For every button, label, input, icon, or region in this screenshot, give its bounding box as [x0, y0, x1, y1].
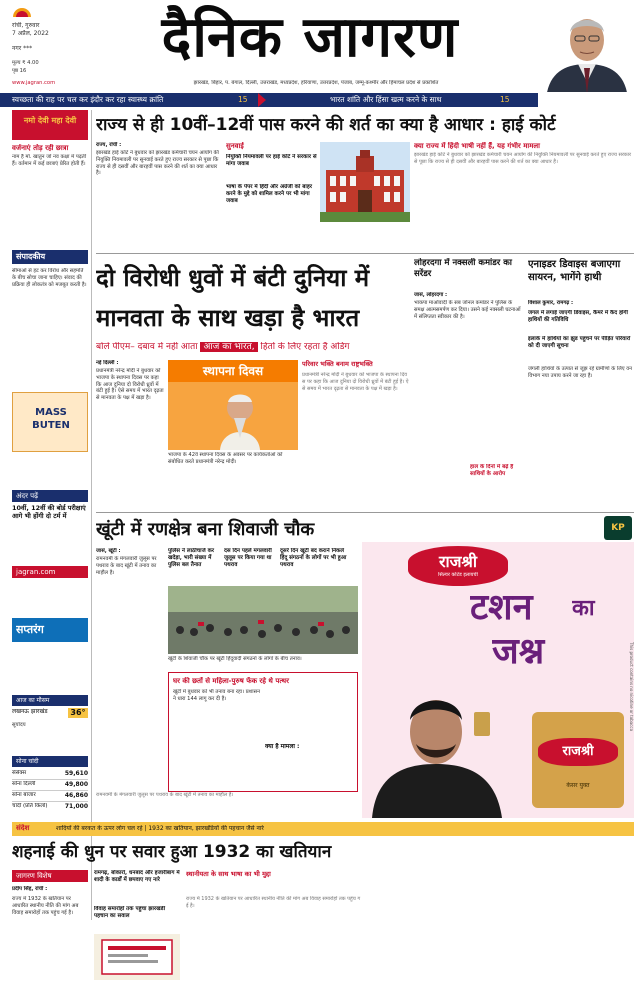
masthead [0, 0, 640, 92]
ticker-left-page: 15 [238, 95, 248, 104]
lead-photo-banner: स्थापना दिवस [202, 364, 264, 378]
bottom-byline: प्रदीप सिंह, रांची : [12, 886, 48, 892]
masthead-title: दैनिक जागरण [161, 5, 459, 70]
ad-model-figure [362, 672, 512, 818]
shivaji-photo [168, 586, 358, 654]
hc-sub-body-text: झारखंड हाई कोर्ट ने बुधवार को झारखंड कर्मचारी चयन आयोग की नियुक्ति नियमावली पर सुनवाई करते हुए राज्य सरकार से पूछा कि राज्य से ही दसवीं और बारहवीं पास करने की शर्त का क्या आधार है। [414, 152, 632, 165]
market-row [12, 802, 88, 813]
market-label: सेंसेक्स [12, 770, 27, 776]
ad-slogan-3: जश्न [492, 634, 545, 670]
promo-text: नमो देवी महा देवी [23, 116, 77, 125]
ad-brand-badge [408, 546, 508, 586]
hc-headline[interactable]: राज्य से ही 10वीं–12वीं पास करने की शर्त का क्या है आधार : हाई कोर्ट [96, 115, 556, 135]
hc-building-photo [320, 142, 410, 222]
rule-1 [96, 253, 634, 254]
left-rail [12, 110, 88, 930]
bottom-point: रामगढ़, बोकारो, धनबाद और हजारीबाग में शादी के कार्डों में छपवाए गए नारे [94, 870, 180, 883]
hc-dateline: राज्य, रांची : [96, 142, 122, 148]
masthead-pages: पृष्ठ 16 [12, 68, 27, 74]
hc-side-head: सुनवाई [226, 142, 244, 150]
andar-title[interactable]: 10वीं, 12वीं की बोर्ड परीक्षाएं आगे भी होंगी दो टर्म में [12, 504, 86, 521]
ticker-right-page: 15 [500, 95, 510, 104]
sniper-headline[interactable]: एनाइडर डिवाइस बजाएगा सायरन, भागेंगे हाथी [528, 259, 621, 283]
shivaji-box-3: दूसरे दिन खूंटी बंद कराने निकले हिंदू संगठनों के लोगों पर भी हुआ पथराव [280, 548, 347, 568]
shivaji-body: रामनवमी के मंगलवारी जुलूस पर पथराव के बाद खूंटी में तनाव का माहौल है। [96, 556, 157, 576]
hc-side-box [226, 142, 318, 250]
sandesh-bar [12, 822, 634, 836]
ticker-bar [0, 93, 538, 107]
saptrang-title: सप्तरंग [16, 623, 44, 636]
andar-head: अंदर पढ़ें [12, 490, 88, 502]
shivaji-box-2: दस दिन पहले मंगलवारी जुलूस पर किया गया था पथराव [224, 548, 272, 568]
sandesh-label: संदेश [16, 824, 30, 832]
market-head: सोना चांदी [12, 756, 88, 767]
shivaji-photo-caption: खूंटी के शिवाजी चौक पर खूंटी हिंदूवादी संगठनों के लोगों के बीच तनाव। [168, 656, 302, 662]
jagran-site[interactable]: jagran.com [12, 566, 88, 578]
vishesh-badge: जागरण विशेष [12, 870, 88, 882]
shivaji-extra-col [96, 792, 358, 818]
lohardaga-body: भाकपा माओवादी के सब जोनल कमांडर ने पुलिस के समक्ष आत्मसमर्पण कर दिया। उसने कई नक्सली घटनाओं में संलिप्तता स्वीकार की है। [414, 300, 521, 320]
market-row [12, 791, 88, 802]
masthead-day: रांची, गुरुवार [12, 22, 40, 29]
ad-tagline: सिल्वर कोटेड इलायची [438, 572, 478, 578]
masthead-date: 7 अप्रैल, 2022 [12, 30, 49, 37]
lead-photo-caption: भाजपा के 42वें स्थापना दिवस के अवसर पर कार्यकर्ताओं को संबोधित करते प्रधानमंत्री नरेन्द्र मोदी। [168, 452, 283, 465]
weather-head: आज का मौसम [12, 695, 88, 706]
hc-body: झारखंड हाई कोर्ट ने बुधवार को झारखंड कर्मचारी चयन आयोग की नियुक्ति नियमावली पर सुनवाई करते हुए राज्य सरकार से पूछा कि राज्य से ही दसवीं और बारहवीं पास करने की शर्त का क्या आधार है। [96, 150, 219, 177]
sub-story-second-head: क्या है मामला : [265, 743, 300, 750]
hc-side-point: नियुक्ति नियमावली पर हाई कोर्ट ने सरकार से मांगा जवाब [226, 154, 317, 167]
promo-box[interactable] [12, 110, 88, 140]
bottom-mid-text: राज्य में 1932 के खतियान पर आधारित स्थानीय नीति की मांग अब विवाह समारोहों तक पहुंच गई है। [186, 896, 361, 909]
ticker-left[interactable]: स्वच्छता की राह पर चल कर इंदौर कर रहा स्वास्थ्य क्रांति [12, 95, 164, 104]
rajshree-ad[interactable] [362, 542, 634, 818]
site-url: www.jagran.com [12, 80, 56, 86]
lead-body: प्रधानमंत्री नरेन्द्र मोदी ने बुधवार को भाजपा के स्थापना दिवस पर कहा कि आज दुनिया दो विरोधी ध्रुवों में बंटी हुई है। ऐसे समय में भारत दृढ़ता से मानवता के पक्ष में खड़ा है। [96, 368, 164, 401]
ad-pack [532, 712, 624, 808]
ad-pack-brand: राजश्री [538, 738, 618, 766]
editions-line: झारखंड, बिहार, प. बंगाल, दिल्ली, उत्तराखंड, मध्यप्रदेश, हरियाणा, उत्तरप्रदेश, पंजाब, जम्मू-कश्मीर और हिमाचल प्रदेश से प्रकाशित [193, 80, 439, 86]
lead-column-body [302, 372, 410, 508]
hc-sub-head[interactable]: क्या राज्य में हिंदी भाषी नहीं हैं, यह गंभीर मामला [414, 142, 540, 150]
sniper-point: जंगल में लगाई जाएगी डिवाइस, कैमरे में कैद होगी हाथियों की गतिविधि [528, 310, 628, 323]
market-label: चांदी (प्रति किलो) [12, 803, 48, 809]
book-ad[interactable] [12, 392, 88, 452]
bottom-photo [94, 934, 180, 980]
bottom-mid-body [186, 896, 362, 996]
sniper-body: जंगली हाथियों के उत्पात से जूझ रहे ग्रामीणों के लिए वन विभाग नया उपाय करने जा रहा है। [528, 366, 632, 379]
bottom-point: विवाह समारोहों तक पहुंचा झारखंडी पहचान का सवाल [94, 906, 166, 919]
market-label: सोना दिल्ली [12, 781, 36, 787]
weather-temp: 36° [68, 708, 88, 718]
sniper-point: इलाके में हाथियों का झुंड पहुंचने पर पीड़ित परिवारों को दी जाएगी सूचना [528, 336, 631, 349]
market-value: 59,610 [64, 770, 88, 777]
lead-strap-a: बोले पीएम– दबाव में नहीं आता [96, 342, 198, 352]
sub-story-body: खूंटी में बुधवार को भी तनाव बना रहा। प्रशासन ने धारा 144 लागू कर दी है। [173, 689, 260, 702]
sniper-byline: विशाल कुमार, रामगढ़ : [528, 300, 574, 306]
book-ad-title: MASS BUTEN [32, 407, 70, 431]
bottom-headline[interactable]: शहनाई की धुन पर सवार हुआ 1932 का खतियान [12, 842, 332, 862]
editorial-head: संपादकीय [12, 250, 88, 264]
hc-sub-body [414, 152, 634, 250]
masthead-edition: नगर *** [12, 45, 33, 52]
lead-column-head[interactable]: परिवार भक्ति बनाम राष्ट्रभक्ति [302, 360, 373, 368]
ad-pack-sub: केसर युक्त [566, 782, 590, 789]
ticker-right[interactable]: भारत शांति और हिंसा खत्म करने के साथ [330, 95, 442, 104]
lead-strap [96, 342, 410, 356]
lead-strap-b: हितों के लिए रहता है अडिग [260, 342, 350, 352]
sub-story-headline[interactable]: घर की छतों से महिला-पुरुष फेंक रहे थे पत्थर [173, 677, 289, 685]
saptrang-box[interactable] [12, 618, 88, 642]
kp-badge: KP [604, 516, 632, 540]
ad-brand: राजश्री [438, 552, 478, 571]
lead-strap-box: आज का भारत, [200, 342, 257, 352]
weather-city: लखनऊ झारखंड [12, 708, 48, 715]
shivaji-dateline: जासं, खूंटी : [96, 548, 121, 554]
ad-slogan-1: टशन [470, 590, 533, 626]
editorial-body: सीमाओं से हट कर विरोध और सहमति के बीच सोचा जाना चाहिए। संवाद की प्रक्रिया ही लोकतंत्र को मजबूत करती है। [12, 268, 87, 288]
bottom-body: राज्य में 1932 के खतियान पर आधारित स्थानीय नीति की मांग अब विवाह समारोहों तक पहुंच गई है। [12, 896, 79, 916]
market-value: 71,000 [64, 803, 88, 810]
lohardaga-headline[interactable]: लोहरदगा में नक्सली कमांडर का सरेंडर [414, 258, 512, 280]
market-row [12, 780, 88, 791]
shivaji-headline[interactable]: खूंटी में रणक्षेत्र बना शिवाजी चौक [96, 519, 315, 540]
story1-body: नाम है मो. खातुन जो नव कक्षा में पढ़ती हैं। वर्तमान में कई छात्राएं प्रेरित होती हैं। [12, 154, 87, 167]
lead-headline-1[interactable]: दो विरोधी धुवों में बंटी दुनिया में [96, 264, 370, 292]
market-value: 49,800 [64, 781, 88, 788]
lead-photo [168, 360, 298, 450]
ad-slogan-2: का [572, 598, 595, 620]
lead-dateline: नई दिल्ली : [96, 360, 119, 366]
sun-logo-icon [12, 4, 32, 18]
story1-title[interactable]: वर्जनाएं तोड़ रही छात्रा [12, 144, 69, 152]
sandesh-text: शादियों की बरकत के ऊपर लोग चल रहे | 1932 का खतियान, झारखंडियों की पहचान जैसे नारे [56, 825, 264, 832]
hc-side-point: भाषा के पेपर में हिंदी और अंग्रेजी को बाहर करने के मुद्दे को शामिल करने पर भी मांगा जवाब [226, 184, 312, 204]
shivaji-box-1: पुलिस ने लाठीचार्ज कर खदेड़ा, भारी संख्या में पुलिस बल तैनात [168, 548, 215, 568]
sub-story-box [168, 672, 358, 792]
market-value: 46,860 [64, 792, 88, 799]
triangle-arrow-icon [258, 93, 266, 107]
lead-headline-2[interactable]: मानवता के साथ खड़ा है भारत [96, 304, 360, 332]
market-row [12, 769, 88, 780]
lead-column-text: प्रधानमंत्री नरेन्द्र मोदी ने बुधवार को भाजपा के स्थापना दिवस पर कहा कि आज दुनिया दो विरोधी ध्रुवों में बंटी हुई है। ऐसे समय में भारत दृढ़ता से मानवता के पक्ष में खड़ा है। [302, 372, 409, 392]
portrait-photo [538, 2, 636, 92]
bottom-mid-head[interactable]: स्थानीयता के साथ भाषा का भी मुद्दा [186, 870, 271, 878]
lohardaga-dateline: जासं, लोहरदगा : [414, 292, 448, 298]
masthead-price: मूल्य ₹ 4.00 [12, 60, 39, 66]
rule-2 [96, 512, 634, 513]
market-label: सोना बाजार [12, 792, 36, 798]
left-rail-divider [91, 110, 92, 920]
market-table [12, 769, 88, 813]
lohardaga-highlight: हाल के दिनों में बढ़े हैं साथियों के आरोप [470, 464, 514, 477]
sunrise-label: सूर्योदय [12, 722, 26, 728]
shivaji-extra-text: रामनवमी के मंगलवारी जुलूस पर पथराव के बाद खूंटी में तनाव का माहौल है। [96, 792, 234, 798]
ad-disclaimer: This product contains no nicotine or tobacco [629, 642, 634, 732]
